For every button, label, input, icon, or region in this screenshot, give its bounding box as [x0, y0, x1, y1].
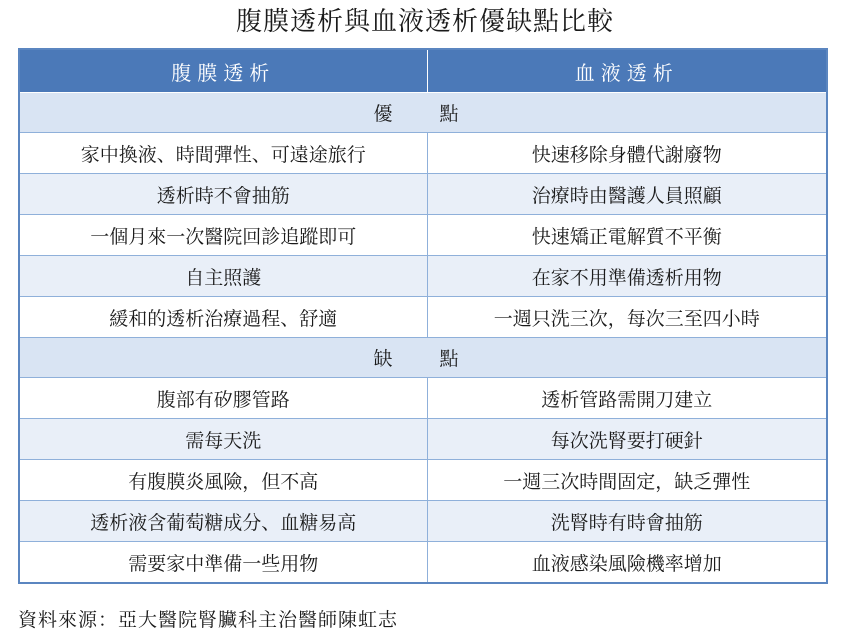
table-cell: 透析管路需開刀建立	[427, 378, 827, 419]
table-row	[19, 297, 827, 338]
section-row-disadvantages	[19, 338, 827, 378]
table-cell: 腹部有矽膠管路	[19, 378, 427, 419]
table-row	[19, 174, 827, 215]
table-cell: 有腹膜炎風險，但不高	[19, 460, 427, 501]
table-cell: 緩和的透析治療過程、舒適	[19, 297, 427, 338]
source-note: 資料來源：亞大醫院腎臟科主治醫師陳虹志	[18, 609, 399, 631]
table-row	[19, 460, 827, 501]
table-cell: 每次洗腎要打硬針	[427, 419, 827, 460]
table-row	[19, 256, 827, 297]
table-row	[19, 133, 827, 174]
table-row	[19, 215, 827, 256]
column-header-hemodialysis: 血液透析	[427, 49, 827, 93]
table-cell: 透析液含葡萄糖成分、血糖易高	[19, 501, 427, 542]
table-cell: 透析時不會抽筋	[19, 174, 427, 215]
page-title: 腹膜透析與血液透析優缺點比較	[235, 7, 614, 37]
table-cell: 需要家中準備一些用物	[19, 542, 427, 584]
section-row-advantages	[19, 93, 827, 133]
table-cell: 血液感染風險機率增加	[427, 542, 827, 584]
table-cell: 快速矯正電解質不平衡	[427, 215, 827, 256]
table-row	[19, 542, 827, 584]
table-cell: 快速移除身體代謝廢物	[427, 133, 827, 174]
table-cell: 在家不用準備透析用物	[427, 256, 827, 297]
table-row	[19, 501, 827, 542]
table-row	[19, 378, 827, 419]
table-row	[19, 419, 827, 460]
table-cell: 一週三次時間固定，缺乏彈性	[427, 460, 827, 501]
comparison-table	[18, 48, 828, 584]
table-cell: 家中換液、時間彈性、可遠途旅行	[19, 133, 427, 174]
table-cell: 需每天洗	[19, 419, 427, 460]
table-cell: 一週只洗三次，每次三至四小時	[427, 297, 827, 338]
table-header-row	[19, 49, 827, 93]
table-cell: 洗腎時有時會抽筋	[427, 501, 827, 542]
section-label-advantages: 優 點	[19, 93, 827, 133]
table-cell: 自主照護	[19, 256, 427, 297]
column-header-peritoneal-dialysis: 腹膜透析	[19, 49, 427, 93]
section-label-disadvantages: 缺 點	[19, 338, 827, 378]
table-cell: 一個月來一次醫院回診追蹤即可	[19, 215, 427, 256]
table-cell: 治療時由醫護人員照顧	[427, 174, 827, 215]
